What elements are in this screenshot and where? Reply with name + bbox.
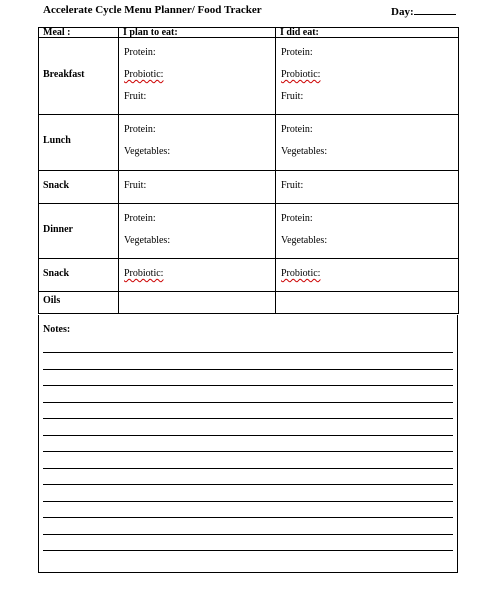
day-field[interactable] <box>391 4 456 18</box>
notes-line[interactable] <box>43 418 453 419</box>
did-protein-label: Protein: <box>281 47 313 58</box>
meal-label-snack: Snack <box>43 180 70 191</box>
notes-line[interactable] <box>43 468 453 469</box>
did-cell-snack-2[interactable] <box>276 259 459 292</box>
did-protein-label: Protein: <box>281 213 313 224</box>
plan-cell-lunch[interactable] <box>119 115 276 171</box>
did-probiotic-label: Probiotic: <box>281 268 321 279</box>
notes-line[interactable] <box>43 385 453 386</box>
col-header-did: I did eat: <box>276 28 459 38</box>
plan-cell-dinner[interactable] <box>119 204 276 259</box>
plan-vegetables-label: Vegetables: <box>124 146 171 157</box>
day-label: Day: <box>391 6 414 18</box>
meal-table <box>38 27 459 314</box>
page-title: Accelerate Cycle Menu Planner/ Food Tracker <box>43 4 262 16</box>
plan-cell-snack[interactable] <box>119 171 276 204</box>
plan-protein-label: Protein: <box>124 124 156 135</box>
table-row-dinner <box>39 204 459 259</box>
did-cell-lunch[interactable] <box>276 115 459 171</box>
plan-probiotic-label: Probiotic: <box>124 268 164 279</box>
plan-protein-label: Protein: <box>124 47 156 58</box>
col-header-plan: I plan to eat: <box>119 28 276 38</box>
plan-vegetables-label: Vegetables: <box>124 235 171 246</box>
plan-cell-oils[interactable] <box>119 292 276 314</box>
notes-line[interactable] <box>43 484 453 485</box>
notes-line[interactable] <box>43 369 453 370</box>
day-blank[interactable] <box>414 4 456 15</box>
did-cell-snack[interactable] <box>276 171 459 204</box>
plan-protein-label: Protein: <box>124 213 156 224</box>
did-cell-breakfast[interactable] <box>276 38 459 115</box>
meal-label-snack-2: Snack <box>43 268 70 279</box>
notes-line[interactable] <box>43 501 453 502</box>
did-probiotic-label: Probiotic: <box>281 69 321 80</box>
plan-cell-breakfast[interactable] <box>119 38 276 115</box>
did-vegetables-label: Vegetables: <box>281 235 328 246</box>
did-protein-label: Protein: <box>281 124 313 135</box>
did-fruit-label: Fruit: <box>281 180 304 191</box>
table-row-oils <box>39 292 459 314</box>
notes-section[interactable] <box>38 315 458 573</box>
table-row-snack-2 <box>39 259 459 292</box>
did-cell-dinner[interactable] <box>276 204 459 259</box>
table-row-breakfast <box>39 38 459 115</box>
table-header-row <box>39 28 459 38</box>
table-row-snack <box>39 171 459 204</box>
plan-fruit-label: Fruit: <box>124 91 147 102</box>
notes-line[interactable] <box>43 435 453 436</box>
plan-probiotic-label: Probiotic: <box>124 69 164 80</box>
meal-label-breakfast: Breakfast <box>43 69 85 80</box>
notes-line[interactable] <box>43 451 453 452</box>
col-header-meal: Meal : <box>39 28 119 38</box>
meal-label-dinner: Dinner <box>43 224 73 235</box>
did-cell-oils[interactable] <box>276 292 459 314</box>
plan-cell-snack-2[interactable] <box>119 259 276 292</box>
did-vegetables-label: Vegetables: <box>281 146 328 157</box>
notes-line[interactable] <box>43 534 453 535</box>
plan-fruit-label: Fruit: <box>124 180 147 191</box>
did-fruit-label: Fruit: <box>281 91 304 102</box>
meal-label-oils: Oils <box>43 295 61 306</box>
notes-line[interactable] <box>43 402 453 403</box>
notes-line[interactable] <box>43 352 453 353</box>
table-row-lunch <box>39 115 459 171</box>
notes-line[interactable] <box>43 550 453 551</box>
meal-label-lunch: Lunch <box>43 135 71 146</box>
notes-label: Notes: <box>43 324 71 335</box>
notes-line[interactable] <box>43 517 453 518</box>
